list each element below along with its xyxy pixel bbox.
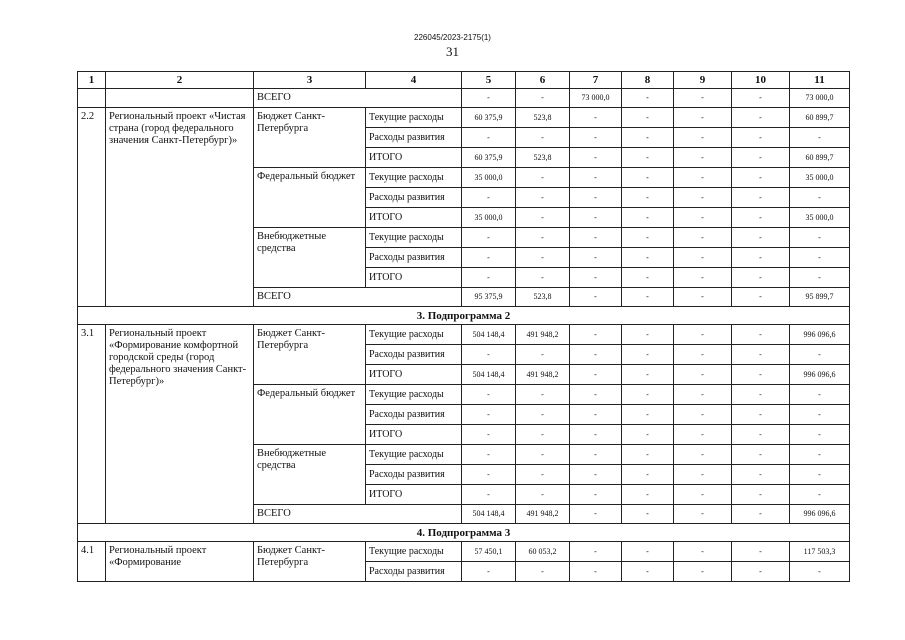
- col-num: 9: [674, 72, 732, 89]
- expense-type: Текущие расходы: [366, 325, 462, 345]
- expense-type: Расходы развития: [366, 248, 462, 268]
- value-cell: -: [732, 188, 790, 208]
- project-number: 4.1: [78, 542, 106, 582]
- value-cell: -: [570, 268, 622, 288]
- value-cell: -: [622, 208, 674, 228]
- expense-type: ИТОГО: [366, 208, 462, 228]
- value-cell: -: [570, 148, 622, 168]
- value-cell: -: [732, 465, 790, 485]
- value-cell: 60 375,9: [462, 108, 516, 128]
- value-cell: -: [570, 248, 622, 268]
- value-cell: -: [516, 445, 570, 465]
- value-cell: -: [516, 268, 570, 288]
- value-cell: -: [622, 425, 674, 445]
- expense-type: Расходы развития: [366, 562, 462, 582]
- value-cell: -: [790, 128, 850, 148]
- value-cell: -: [790, 485, 850, 505]
- expense-type: Расходы развития: [366, 128, 462, 148]
- col-num: 10: [732, 72, 790, 89]
- value-cell: 73 000,0: [570, 89, 622, 108]
- funding-source: Бюджет Санкт-Петербурга: [254, 542, 366, 582]
- value-cell: -: [790, 405, 850, 425]
- value-cell: 523,8: [516, 288, 570, 307]
- value-cell: -: [732, 365, 790, 385]
- value-cell: 523,8: [516, 108, 570, 128]
- value-cell: 57 450,1: [462, 542, 516, 562]
- total-label: ВСЕГО: [254, 288, 462, 307]
- value-cell: 996 096,6: [790, 505, 850, 524]
- section-row: [78, 524, 850, 542]
- col-num: 7: [570, 72, 622, 89]
- table-cell: [78, 89, 106, 108]
- value-cell: -: [516, 485, 570, 505]
- value-cell: -: [674, 505, 732, 524]
- value-cell: -: [674, 268, 732, 288]
- value-cell: -: [570, 188, 622, 208]
- value-cell: -: [516, 425, 570, 445]
- col-num: 1: [78, 72, 106, 89]
- value-cell: -: [570, 168, 622, 188]
- value-cell: -: [516, 168, 570, 188]
- expense-type: ИТОГО: [366, 425, 462, 445]
- funding-source: Бюджет Санкт-Петербурга: [254, 108, 366, 168]
- budget-table: [77, 71, 850, 582]
- value-cell: -: [674, 542, 732, 562]
- funding-source: Федеральный бюджет: [254, 385, 366, 445]
- value-cell: -: [790, 445, 850, 465]
- project-name: Региональный проект «Формирование: [106, 542, 254, 582]
- value-cell: -: [516, 248, 570, 268]
- value-cell: -: [732, 288, 790, 307]
- value-cell: 504 148,4: [462, 365, 516, 385]
- value-cell: -: [674, 148, 732, 168]
- value-cell: -: [570, 425, 622, 445]
- value-cell: -: [674, 168, 732, 188]
- expense-type: Расходы развития: [366, 345, 462, 365]
- value-cell: -: [570, 108, 622, 128]
- value-cell: 60 053,2: [516, 542, 570, 562]
- value-cell: -: [622, 248, 674, 268]
- value-cell: 60 375,9: [462, 148, 516, 168]
- expense-type: Текущие расходы: [366, 168, 462, 188]
- value-cell: 491 948,2: [516, 325, 570, 345]
- expense-type: Расходы развития: [366, 465, 462, 485]
- value-cell: -: [622, 108, 674, 128]
- value-cell: -: [516, 228, 570, 248]
- value-cell: -: [674, 325, 732, 345]
- value-cell: -: [462, 248, 516, 268]
- value-cell: -: [570, 385, 622, 405]
- value-cell: -: [674, 562, 732, 582]
- table-row: [78, 325, 850, 345]
- value-cell: 73 000,0: [790, 89, 850, 108]
- value-cell: -: [462, 485, 516, 505]
- project-name: Региональный проект «Чистая страна (город федерального значения Санкт-Петербург)»: [106, 108, 254, 307]
- value-cell: -: [516, 128, 570, 148]
- value-cell: -: [516, 465, 570, 485]
- funding-source: Внебюджетные средства: [254, 445, 366, 505]
- value-cell: -: [732, 168, 790, 188]
- value-cell: -: [732, 425, 790, 445]
- value-cell: -: [790, 188, 850, 208]
- value-cell: -: [674, 385, 732, 405]
- value-cell: -: [622, 268, 674, 288]
- table-row: [78, 108, 850, 128]
- col-num: 3: [254, 72, 366, 89]
- value-cell: -: [622, 168, 674, 188]
- expense-type: Текущие расходы: [366, 385, 462, 405]
- value-cell: -: [570, 465, 622, 485]
- value-cell: -: [622, 325, 674, 345]
- value-cell: -: [570, 128, 622, 148]
- value-cell: -: [622, 228, 674, 248]
- value-cell: -: [674, 108, 732, 128]
- value-cell: -: [462, 188, 516, 208]
- value-cell: -: [674, 425, 732, 445]
- value-cell: -: [570, 445, 622, 465]
- value-cell: -: [570, 562, 622, 582]
- value-cell: -: [674, 128, 732, 148]
- col-num: 5: [462, 72, 516, 89]
- table-row: [78, 542, 850, 562]
- section-title: 3. Подпрограмма 2: [78, 307, 850, 325]
- value-cell: -: [462, 89, 516, 108]
- value-cell: 60 899,7: [790, 108, 850, 128]
- expense-type: ИТОГО: [366, 148, 462, 168]
- value-cell: -: [622, 385, 674, 405]
- value-cell: -: [732, 542, 790, 562]
- value-cell: -: [674, 365, 732, 385]
- value-cell: -: [674, 228, 732, 248]
- value-cell: -: [462, 268, 516, 288]
- funding-source: Федеральный бюджет: [254, 168, 366, 228]
- value-cell: -: [622, 148, 674, 168]
- value-cell: -: [622, 405, 674, 425]
- value-cell: 504 148,4: [462, 505, 516, 524]
- value-cell: -: [622, 485, 674, 505]
- value-cell: -: [622, 505, 674, 524]
- value-cell: -: [622, 562, 674, 582]
- value-cell: -: [516, 562, 570, 582]
- value-cell: -: [462, 445, 516, 465]
- value-cell: -: [674, 288, 732, 307]
- value-cell: 35 000,0: [462, 208, 516, 228]
- value-cell: 95 375,9: [462, 288, 516, 307]
- value-cell: -: [732, 89, 790, 108]
- value-cell: -: [674, 485, 732, 505]
- value-cell: -: [462, 128, 516, 148]
- value-cell: -: [570, 325, 622, 345]
- value-cell: -: [622, 465, 674, 485]
- value-cell: 35 000,0: [790, 208, 850, 228]
- value-cell: -: [516, 208, 570, 228]
- value-cell: -: [516, 405, 570, 425]
- value-cell: -: [570, 505, 622, 524]
- value-cell: -: [622, 345, 674, 365]
- value-cell: 117 503,3: [790, 542, 850, 562]
- expense-type: ИТОГО: [366, 365, 462, 385]
- table-cell: [106, 89, 254, 108]
- value-cell: -: [622, 128, 674, 148]
- value-cell: -: [790, 268, 850, 288]
- value-cell: -: [732, 405, 790, 425]
- value-cell: -: [790, 562, 850, 582]
- project-number: 2.2: [78, 108, 106, 307]
- expense-type: Текущие расходы: [366, 108, 462, 128]
- value-cell: -: [732, 208, 790, 228]
- value-cell: -: [570, 542, 622, 562]
- value-cell: -: [674, 345, 732, 365]
- col-num: 11: [790, 72, 850, 89]
- total-label: ВСЕГО: [254, 505, 462, 524]
- value-cell: -: [674, 405, 732, 425]
- value-cell: -: [790, 228, 850, 248]
- value-cell: -: [732, 248, 790, 268]
- value-cell: -: [674, 248, 732, 268]
- value-cell: -: [732, 445, 790, 465]
- value-cell: -: [790, 425, 850, 445]
- section-row: [78, 307, 850, 325]
- value-cell: -: [570, 485, 622, 505]
- value-cell: 491 948,2: [516, 365, 570, 385]
- value-cell: -: [516, 89, 570, 108]
- value-cell: -: [570, 288, 622, 307]
- funding-source: Внебюджетные средства: [254, 228, 366, 288]
- expense-type: Текущие расходы: [366, 445, 462, 465]
- expense-type: Расходы развития: [366, 188, 462, 208]
- value-cell: -: [790, 248, 850, 268]
- value-cell: -: [462, 425, 516, 445]
- value-cell: -: [732, 268, 790, 288]
- expense-type: Расходы развития: [366, 405, 462, 425]
- value-cell: -: [622, 445, 674, 465]
- section-title: 4. Подпрограмма 3: [78, 524, 850, 542]
- value-cell: -: [674, 89, 732, 108]
- expense-type: Текущие расходы: [366, 542, 462, 562]
- value-cell: -: [570, 208, 622, 228]
- col-num: 6: [516, 72, 570, 89]
- expense-type: ИТОГО: [366, 268, 462, 288]
- value-cell: -: [674, 465, 732, 485]
- col-num: 8: [622, 72, 674, 89]
- value-cell: 35 000,0: [790, 168, 850, 188]
- value-cell: -: [570, 365, 622, 385]
- page-number: 31: [446, 44, 459, 59]
- value-cell: -: [570, 345, 622, 365]
- col-num: 4: [366, 72, 462, 89]
- project-name: Региональный проект «Формирование комфортной городской среды (город федерального значения Санкт-Петербург)»: [106, 325, 254, 524]
- value-cell: 504 148,4: [462, 325, 516, 345]
- value-cell: -: [570, 228, 622, 248]
- value-cell: -: [516, 345, 570, 365]
- value-cell: 95 899,7: [790, 288, 850, 307]
- value-cell: -: [732, 108, 790, 128]
- value-cell: -: [732, 385, 790, 405]
- value-cell: 996 096,6: [790, 365, 850, 385]
- funding-source: Бюджет Санкт-Петербурга: [254, 325, 366, 385]
- value-cell: 35 000,0: [462, 168, 516, 188]
- value-cell: -: [462, 385, 516, 405]
- value-cell: -: [732, 128, 790, 148]
- value-cell: -: [732, 345, 790, 365]
- document-code: 226045/2023-2175(1): [414, 33, 491, 42]
- value-cell: -: [622, 288, 674, 307]
- column-number-row: [78, 72, 850, 89]
- value-cell: -: [622, 365, 674, 385]
- value-cell: -: [674, 188, 732, 208]
- value-cell: -: [570, 405, 622, 425]
- value-cell: -: [516, 385, 570, 405]
- value-cell: 60 899,7: [790, 148, 850, 168]
- value-cell: -: [462, 405, 516, 425]
- value-cell: 523,8: [516, 148, 570, 168]
- value-cell: 491 948,2: [516, 505, 570, 524]
- value-cell: -: [462, 345, 516, 365]
- value-cell: -: [674, 445, 732, 465]
- value-cell: -: [462, 562, 516, 582]
- value-cell: -: [622, 542, 674, 562]
- value-cell: -: [462, 228, 516, 248]
- value-cell: -: [674, 208, 732, 228]
- value-cell: -: [622, 89, 674, 108]
- value-cell: -: [732, 325, 790, 345]
- expense-type: Текущие расходы: [366, 228, 462, 248]
- value-cell: -: [732, 228, 790, 248]
- value-cell: -: [732, 485, 790, 505]
- col-num: 2: [106, 72, 254, 89]
- project-number: 3.1: [78, 325, 106, 524]
- value-cell: -: [790, 345, 850, 365]
- expense-type: ИТОГО: [366, 485, 462, 505]
- value-cell: -: [622, 188, 674, 208]
- value-cell: 996 096,6: [790, 325, 850, 345]
- value-cell: -: [732, 505, 790, 524]
- total-label: ВСЕГО: [254, 89, 462, 108]
- table-row: [78, 89, 850, 108]
- value-cell: -: [790, 385, 850, 405]
- value-cell: -: [790, 465, 850, 485]
- value-cell: -: [732, 562, 790, 582]
- value-cell: -: [516, 188, 570, 208]
- value-cell: -: [462, 465, 516, 485]
- value-cell: -: [732, 148, 790, 168]
